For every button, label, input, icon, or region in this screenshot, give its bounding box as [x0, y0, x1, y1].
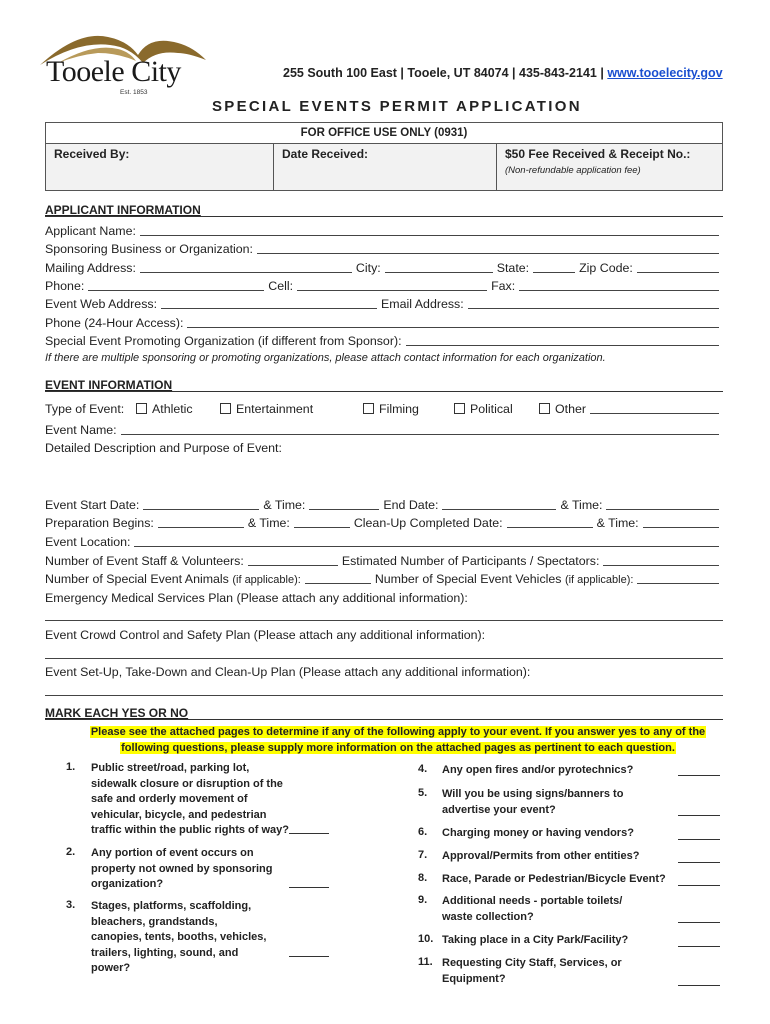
tooele-city-logo	[38, 25, 208, 105]
applicant-name-row	[45, 222, 723, 238]
question-number: 9.	[418, 894, 428, 906]
zip-label: Zip Code:	[579, 261, 633, 275]
fee-note: (Non-refundable application fee)	[505, 165, 641, 176]
question-number: 4.	[418, 763, 428, 775]
type-filming[interactable]	[363, 402, 454, 416]
cleanup-time-label: & Time:	[596, 516, 639, 530]
yesno-instructions	[86, 724, 710, 756]
section-divider	[45, 719, 723, 720]
checkbox-icon[interactable]	[220, 403, 231, 414]
answer-field-1[interactable]	[289, 832, 329, 834]
setup-label: Event Set-Up, Take-Down and Clean-Up Plan (Please attach any additional information):	[45, 665, 531, 679]
cleanup-field[interactable]	[507, 515, 593, 528]
office-use-heading: FOR OFFICE USE ONLY (0931)	[46, 123, 722, 144]
question-1: Public street/road, parking lot, sidewalk closure or disruption of the safe and orderly movement of vehicular, bicycle, and pedestrian traffic within the public rights of way?	[91, 762, 290, 836]
vehicles-if-applicable: (if applicable):	[564, 574, 634, 586]
answer-field-3[interactable]	[289, 955, 329, 957]
cell-label: Cell:	[268, 279, 294, 293]
checkbox-icon[interactable]	[363, 403, 374, 414]
checkbox-icon[interactable]	[539, 403, 550, 414]
animals-vehicles-row	[45, 570, 723, 586]
answer-field-4[interactable]	[678, 774, 720, 776]
question-number: 11.	[418, 956, 433, 968]
ems-label: Emergency Medical Services Plan (Please attach any additional information):	[45, 591, 468, 605]
participants-field[interactable]	[603, 553, 719, 566]
location-field[interactable]	[134, 534, 719, 547]
question-4: Any open fires and/or pyrotechnics?	[442, 764, 634, 776]
prep-time-label: & Time:	[247, 516, 290, 530]
question-number: 2.	[66, 846, 76, 858]
type-entertainment[interactable]	[220, 402, 363, 416]
event-name-label: Event Name:	[45, 423, 117, 437]
question-6: Charging money or having vendors?	[442, 827, 634, 839]
prep-cleanup-row	[45, 514, 723, 530]
multiple-sponsors-note: If there are multiple sponsoring or promoting organizations, please attach contact information for each organization.	[45, 352, 606, 364]
crowd-field[interactable]	[45, 658, 723, 659]
setup-field[interactable]	[45, 695, 723, 696]
question-11: Requesting City Staff, Services, or Equipment?	[442, 957, 622, 985]
type-entertainment-label: Entertainment	[236, 402, 314, 416]
start-date-field[interactable]	[143, 497, 259, 510]
end-date-label: End Date:	[383, 498, 439, 512]
question-number: 1.	[66, 761, 76, 773]
mailing-row	[45, 259, 723, 275]
web-field[interactable]	[161, 296, 377, 309]
question-number: 5.	[418, 787, 428, 799]
web-email-row	[45, 295, 723, 311]
type-athletic[interactable]	[136, 402, 220, 416]
fax-label: Fax:	[491, 279, 516, 293]
state-label: State:	[496, 261, 530, 275]
crowd-label: Event Crowd Control and Safety Plan (Please attach any additional information):	[45, 628, 486, 642]
phone-row	[45, 277, 723, 293]
phone-label: Phone:	[45, 279, 85, 293]
ems-field[interactable]	[45, 620, 723, 621]
type-other-label: Other	[555, 402, 586, 416]
city-label: City:	[355, 261, 381, 275]
applicant-name-field[interactable]	[140, 223, 719, 236]
email-field[interactable]	[468, 296, 719, 309]
event-section-heading: EVENT INFORMATION	[45, 378, 173, 392]
website-link[interactable]: www.tooelecity.gov	[607, 66, 723, 80]
sponsor-field[interactable]	[257, 241, 719, 254]
prep-label: Preparation Begins:	[45, 516, 154, 530]
city-field[interactable]	[385, 260, 493, 273]
event-name-row	[45, 421, 723, 437]
prep-time-field[interactable]	[294, 515, 350, 528]
start-time-field[interactable]	[309, 497, 379, 510]
phone-field[interactable]	[88, 278, 264, 291]
question-5: Will you be using signs/banners to advertise your event?	[442, 788, 624, 816]
end-date-field[interactable]	[442, 497, 556, 510]
question-number: 8.	[418, 872, 428, 884]
type-political[interactable]	[454, 402, 539, 416]
office-use-box	[45, 122, 723, 191]
start-end-row	[45, 496, 723, 512]
date-received-label: Date Received:	[282, 147, 369, 161]
description-row	[45, 439, 723, 455]
type-athletic-label: Athletic	[152, 402, 193, 416]
address-text: 255 South 100 East | Tooele, UT 84074 | 435-843-2141 |	[283, 66, 608, 80]
location-row	[45, 533, 723, 549]
received-by-cell[interactable]	[46, 143, 274, 190]
event-type-row	[45, 400, 723, 416]
animals-field[interactable]	[305, 571, 371, 584]
checkbox-icon[interactable]	[136, 403, 147, 414]
email-label: Email Address:	[381, 297, 464, 311]
end-time-field[interactable]	[606, 497, 719, 510]
applicant-section-heading: APPLICANT INFORMATION	[45, 203, 201, 217]
date-received-cell[interactable]	[274, 143, 497, 190]
end-time-label: & Time:	[560, 498, 603, 512]
answer-field-8[interactable]	[678, 884, 720, 886]
sponsor-row	[45, 240, 723, 256]
vehicles-label: Number of Special Event Vehicles	[374, 572, 562, 586]
description-label: Detailed Description and Purpose of Event:	[45, 441, 282, 455]
question-2: Any portion of event occurs on property not owned by sponsoring organization?	[91, 847, 273, 890]
mailing-label: Mailing Address:	[45, 261, 136, 275]
answer-field-7[interactable]	[678, 861, 720, 863]
staff-field[interactable]	[248, 553, 338, 566]
question-number: 3.	[66, 899, 76, 911]
zip-field[interactable]	[637, 260, 719, 273]
section-divider	[45, 391, 723, 392]
state-field[interactable]	[533, 260, 575, 273]
animals-label: Number of Special Event Animals	[45, 572, 229, 586]
start-time-label: & Time:	[263, 498, 306, 512]
participants-label: Estimated Number of Participants / Spectators:	[341, 554, 600, 568]
setup-row	[45, 663, 723, 679]
cleanup-time-field[interactable]	[643, 515, 719, 528]
yesno-note-line2: following questions, please supply more information on the attached pages as pertinent to each question.	[121, 742, 675, 754]
staff-row	[45, 552, 723, 568]
checkbox-icon[interactable]	[454, 403, 465, 414]
question-10: Taking place in a City Park/Facility?	[442, 934, 629, 946]
phone24-row	[45, 314, 723, 330]
prep-field[interactable]	[158, 515, 244, 528]
type-political-label: Political	[470, 402, 513, 416]
yesno-section-heading: MARK EACH YES OR NO	[45, 706, 189, 720]
crowd-row	[45, 626, 723, 642]
fax-field[interactable]	[519, 278, 719, 291]
answer-field-10[interactable]	[678, 945, 720, 947]
fee-cell[interactable]	[497, 143, 722, 190]
applicant-name-label: Applicant Name:	[45, 224, 136, 238]
question-9: Additional needs - portable toilets/ waste collection?	[442, 895, 623, 923]
received-by-label: Received By:	[54, 147, 130, 161]
question-3: Stages, platforms, scaffolding, bleachers, grandstands, canopies, tents, booths, vehicles, trailers, lighting, sound, and power?	[91, 900, 267, 974]
cleanup-label: Clean-Up Completed Date:	[353, 516, 503, 530]
question-7: Approval/Permits from other entities?	[442, 850, 640, 862]
type-filming-label: Filming	[379, 402, 419, 416]
logo-est: Est. 1853	[120, 89, 148, 96]
city-address	[283, 66, 723, 80]
animals-if-applicable: (if applicable):	[232, 574, 301, 586]
answer-field-6[interactable]	[678, 838, 720, 840]
start-date-label: Event Start Date:	[45, 498, 140, 512]
question-8: Race, Parade or Pedestrian/Bicycle Event?	[442, 873, 666, 885]
promoter-row	[45, 332, 723, 348]
promoter-field[interactable]	[406, 333, 719, 346]
section-divider	[45, 216, 723, 217]
answer-field-2[interactable]	[289, 886, 329, 888]
sponsor-label: Sponsoring Business or Organization:	[45, 242, 254, 256]
mailing-field[interactable]	[140, 260, 352, 273]
phone24-label: Phone (24-Hour Access):	[45, 316, 184, 330]
answer-field-9[interactable]	[678, 921, 720, 923]
vehicles-field[interactable]	[637, 571, 719, 584]
yesno-note-line1: Please see the attached pages to determine if any of the following apply to your event. If you answer yes to any of the	[90, 726, 706, 738]
fee-label: $50 Fee Received & Receipt No.:	[505, 147, 691, 161]
phone24-field[interactable]	[187, 315, 719, 328]
question-number: 7.	[418, 849, 428, 861]
event-name-field[interactable]	[121, 422, 719, 435]
ems-row	[45, 589, 723, 605]
answer-field-5[interactable]	[678, 814, 720, 816]
question-number: 6.	[418, 826, 428, 838]
logo-text: Tooele City	[46, 55, 181, 88]
type-other[interactable]	[539, 402, 586, 416]
other-type-field[interactable]	[590, 401, 719, 414]
cell-field[interactable]	[297, 278, 487, 291]
location-label: Event Location:	[45, 535, 131, 549]
event-type-label: Type of Event:	[45, 402, 125, 416]
question-number: 10.	[418, 933, 434, 945]
page-title: SPECIAL EVENTS PERMIT APPLICATION	[212, 98, 582, 115]
staff-label: Number of Event Staff & Volunteers:	[45, 554, 244, 568]
promoter-label: Special Event Promoting Organization (if different from Sponsor):	[45, 334, 402, 348]
web-label: Event Web Address:	[45, 297, 158, 311]
answer-field-11[interactable]	[678, 984, 720, 986]
